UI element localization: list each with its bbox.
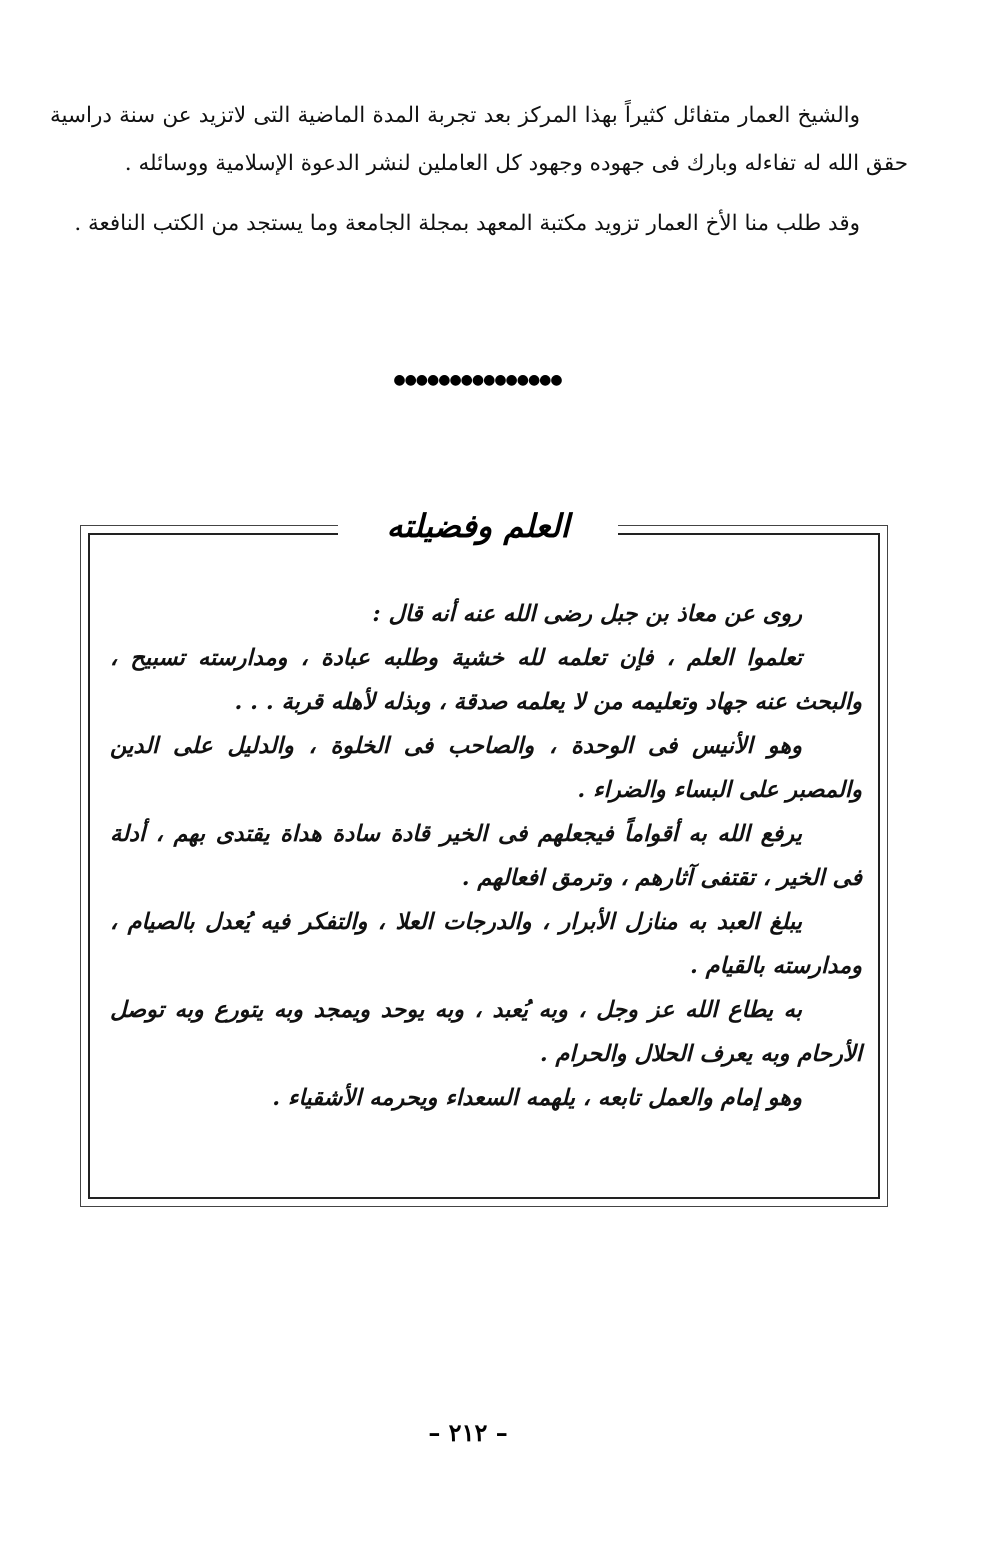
intro-text <box>50 92 908 260</box>
intro-paragraph: والشيخ العمار متفائل كثيراً بهذا المركز بعد تجربة المدة الماضية التى لاتزيد عن سنة دراسية حقق الله له تفاءله وبارك فى جهوده وجهود كل العاملين لنشر الدعوة الإسلامية ووسائله . <box>50 103 908 176</box>
section-paragraph: يبلغ العبد به منازل الأبرار ، والدرجات العلا ، والتفكر فيه يُعدل بالصيام ، ومدارسته بالقيام . <box>110 909 862 979</box>
intro-paragraph: وقد طلب منا الأخ العمار تزويد مكتبة المعهد بمجلة الجامعة وما يستجد من الكتب النافعة . <box>74 211 860 236</box>
section-body <box>110 592 862 1120</box>
page-number: – ٢١٢ – <box>428 1417 508 1447</box>
section-paragraph: تعلموا العلم ، فإن تعلمه لله خشية وطلبه عبادة ، ومدارسته تسبيح ، والبحث عنه جهاد وتعليمه من لا يعلمه صدقة ، وبذله لأهله قربة . . . <box>110 645 862 715</box>
section-title: العلم وفضيلته <box>338 498 618 554</box>
section-intro-line: روى عن معاذ بن جبل رضى الله عنه أنه قال : <box>372 601 802 627</box>
section-paragraph: به يطاع الله عز وجل ، وبه يُعبد ، وبه يوحد ويمجد وبه يتورع وبه توصل الأرحام وبه يعرف الحلال والحرام . <box>110 997 862 1067</box>
section-paragraph: يرفع الله به أقواماً فيجعلهم فى الخير قادة سادة هداة يقتدى بهم ، أدلة فى الخير ، تقتفى آثارهم ، وترمق افعالهم . <box>110 821 862 891</box>
dots-separator: ●●●●●●●●●●●●●●● <box>393 372 562 388</box>
section-paragraph: وهو إمام والعمل تابعه ، يلهمه السعداء ويحرمه الأشقياء . <box>272 1085 802 1111</box>
section-paragraph: وهو الأنيس فى الوحدة ، والصاحب فى الخلوة ، والدليل على الدين والمصبر على البساء والضراء . <box>110 733 862 803</box>
